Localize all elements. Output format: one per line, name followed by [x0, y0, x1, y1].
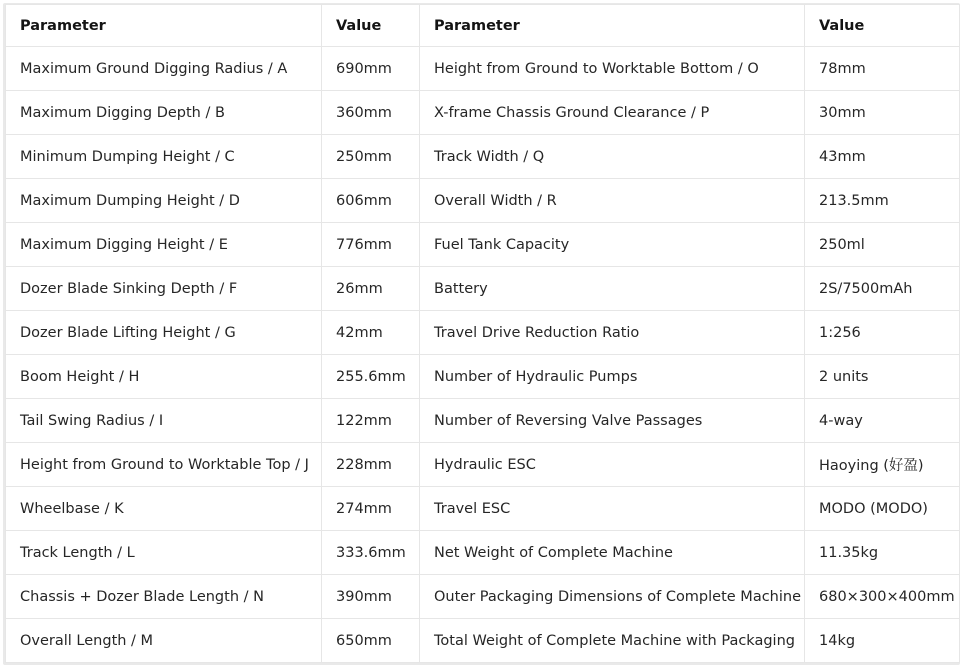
cell-value-right: 213.5mm — [805, 179, 960, 223]
table-row — [6, 399, 960, 443]
cell-parameter-right: Net Weight of Complete Machine — [420, 531, 805, 575]
cell-value-right: 680×300×400mm — [805, 575, 960, 619]
cell-value-left: 606mm — [322, 179, 420, 223]
table-row — [6, 311, 960, 355]
cell-parameter-left: Maximum Dumping Height / D — [6, 179, 322, 223]
cell-parameter-right: Overall Width / R — [420, 179, 805, 223]
spec-table — [5, 4, 960, 663]
cell-parameter-left: Minimum Dumping Height / C — [6, 135, 322, 179]
header-value-left: Value — [322, 5, 420, 47]
cell-parameter-right: Battery — [420, 267, 805, 311]
cell-parameter-right: Number of Hydraulic Pumps — [420, 355, 805, 399]
cell-parameter-left: Tail Swing Radius / I — [6, 399, 322, 443]
cell-parameter-left: Maximum Digging Depth / B — [6, 91, 322, 135]
cell-value-right: 250ml — [805, 223, 960, 267]
table-row — [6, 91, 960, 135]
cell-value-left: 333.6mm — [322, 531, 420, 575]
table-row — [6, 619, 960, 663]
table-row — [6, 223, 960, 267]
cell-value-left: 776mm — [322, 223, 420, 267]
cell-value-left: 390mm — [322, 575, 420, 619]
cell-value-left: 26mm — [322, 267, 420, 311]
table-row — [6, 179, 960, 223]
cell-parameter-left: Chassis + Dozer Blade Length / N — [6, 575, 322, 619]
cell-value-right: 4-way — [805, 399, 960, 443]
header-row — [6, 5, 960, 47]
cell-parameter-right: Fuel Tank Capacity — [420, 223, 805, 267]
cell-value-right: 2 units — [805, 355, 960, 399]
table-row — [6, 575, 960, 619]
table-row — [6, 135, 960, 179]
cell-parameter-left: Boom Height / H — [6, 355, 322, 399]
table-row — [6, 355, 960, 399]
cell-parameter-left: Maximum Digging Height / E — [6, 223, 322, 267]
cell-value-right: 1:256 — [805, 311, 960, 355]
cell-value-left: 122mm — [322, 399, 420, 443]
header-parameter-left: Parameter — [6, 5, 322, 47]
cell-parameter-left: Track Length / L — [6, 531, 322, 575]
cell-value-left: 255.6mm — [322, 355, 420, 399]
cell-parameter-left: Wheelbase / K — [6, 487, 322, 531]
cell-parameter-right: Travel ESC — [420, 487, 805, 531]
cell-value-right: 14kg — [805, 619, 960, 663]
cell-value-right: 11.35kg — [805, 531, 960, 575]
table-row — [6, 531, 960, 575]
cell-value-right: 78mm — [805, 47, 960, 91]
cell-value-right: 43mm — [805, 135, 960, 179]
cell-value-left: 650mm — [322, 619, 420, 663]
cell-value-left: 360mm — [322, 91, 420, 135]
cell-value-left: 274mm — [322, 487, 420, 531]
cell-parameter-left: Dozer Blade Sinking Depth / F — [6, 267, 322, 311]
cell-parameter-left: Dozer Blade Lifting Height / G — [6, 311, 322, 355]
cell-value-right: 30mm — [805, 91, 960, 135]
table-row — [6, 267, 960, 311]
cell-parameter-right: Height from Ground to Worktable Bottom / O — [420, 47, 805, 91]
cell-parameter-left: Overall Length / M — [6, 619, 322, 663]
cell-parameter-right: X-frame Chassis Ground Clearance / P — [420, 91, 805, 135]
cell-value-right: Haoying (好盈) — [805, 443, 960, 487]
header-parameter-right: Parameter — [420, 5, 805, 47]
cell-parameter-right: Travel Drive Reduction Ratio — [420, 311, 805, 355]
cell-parameter-right: Number of Reversing Valve Passages — [420, 399, 805, 443]
cell-parameter-right: Hydraulic ESC — [420, 443, 805, 487]
cell-parameter-right: Track Width / Q — [420, 135, 805, 179]
cell-parameter-right: Total Weight of Complete Machine with Packaging — [420, 619, 805, 663]
table-row — [6, 487, 960, 531]
cell-parameter-right: Outer Packaging Dimensions of Complete Machine — [420, 575, 805, 619]
table-row — [6, 443, 960, 487]
cell-value-left: 690mm — [322, 47, 420, 91]
cell-value-right: 2S/7500mAh — [805, 267, 960, 311]
spec-table-container — [3, 3, 960, 665]
cell-parameter-left: Height from Ground to Worktable Top / J — [6, 443, 322, 487]
header-value-right: Value — [805, 5, 960, 47]
cell-value-left: 228mm — [322, 443, 420, 487]
cell-value-left: 250mm — [322, 135, 420, 179]
cell-value-right: MODO (MODO) — [805, 487, 960, 531]
cell-value-left: 42mm — [322, 311, 420, 355]
cell-parameter-left: Maximum Ground Digging Radius / A — [6, 47, 322, 91]
table-row — [6, 47, 960, 91]
